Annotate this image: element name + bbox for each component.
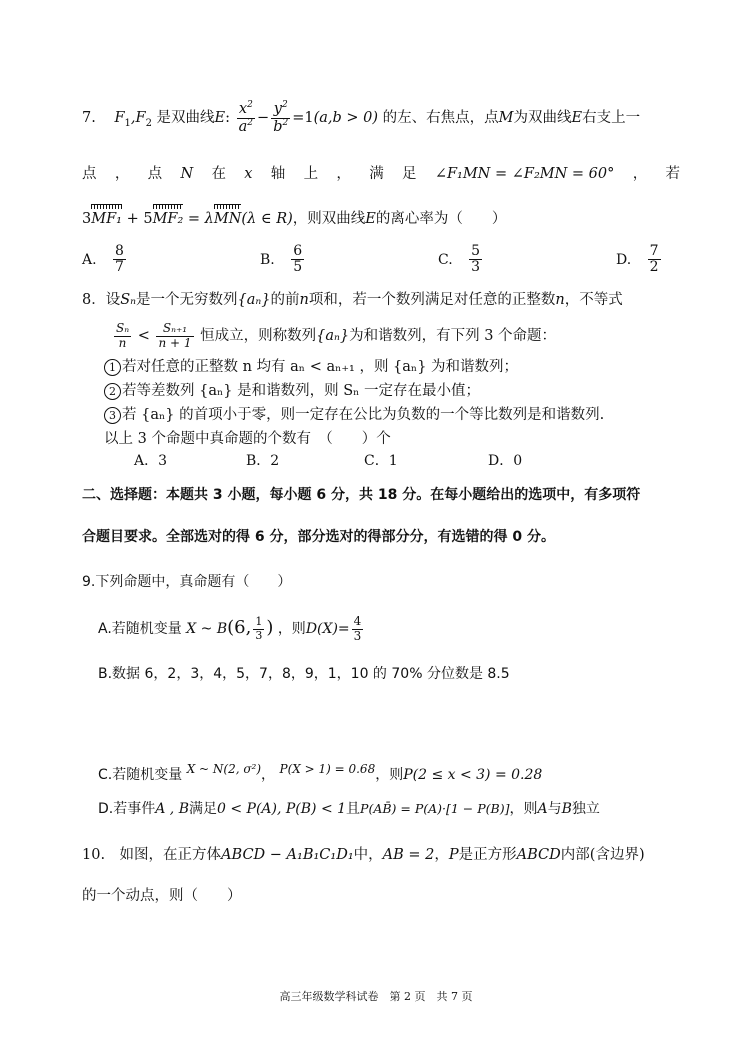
q8-n2: n xyxy=(555,292,565,308)
q10-b: 中， xyxy=(353,847,383,863)
q7-opt-c-frac xyxy=(469,244,482,276)
q7-opt-a-label: A. xyxy=(82,251,97,268)
q7-opt-d-den: 2 xyxy=(649,259,659,276)
q8-frac1 xyxy=(114,322,131,349)
q8-item-1-mark: 1 xyxy=(104,359,121,376)
q9-d-a: A xyxy=(537,801,548,817)
q8-frac2-num: Sₙ₊₁ xyxy=(156,322,193,336)
q7-l2-11: 若 xyxy=(665,166,680,182)
q7-l2-n: N xyxy=(180,166,194,182)
q9-a-result xyxy=(352,615,364,642)
q7-number: 7. xyxy=(82,110,96,126)
q10-c: ， xyxy=(434,847,449,863)
q9-a-d: D(X)= xyxy=(305,621,350,637)
q9-title: 9.下列命题中，真命题有（ ） xyxy=(82,574,292,590)
q7-option-a[interactable] xyxy=(82,244,128,276)
q7-l2-7: ， xyxy=(336,166,351,182)
q8-intro-a: 8．设 xyxy=(82,292,121,308)
q8-intro xyxy=(82,288,680,312)
section2-line2: 合题目要求。全部选对的得 6 分，部分选对的得部分分，有选错的得 0 分。 xyxy=(82,529,555,545)
q7-angle: ∠F₁MN = ∠F₂MN = 60° xyxy=(434,166,615,182)
q8-an: {aₙ} xyxy=(237,292,271,308)
q8-inequality xyxy=(112,316,680,356)
q8-item-3 xyxy=(104,404,680,426)
q7-f2-sub: 2 xyxy=(145,117,152,129)
q8-lt: < xyxy=(137,328,150,344)
q7-b: b xyxy=(273,118,283,135)
q7-opt-d-label: D. xyxy=(616,251,632,268)
q7-ask2: 的离心率为（ ） xyxy=(375,211,507,227)
q8-option-a[interactable]: A．3 xyxy=(134,453,168,469)
q8-frac1-den: n xyxy=(118,335,127,350)
q8-item-1-text: 若对任意的正整数 n 均有 aₙ < aₙ₊₁ ，则 {aₙ} 为和谐数列； xyxy=(122,359,519,375)
q7-text-d: 为双曲线 xyxy=(513,110,572,126)
q7-opt-b-den: 5 xyxy=(293,259,303,276)
q7-l2-x: x xyxy=(244,166,253,182)
q9-c-mid2: ，则 xyxy=(375,767,404,783)
q7-e2: E xyxy=(571,110,583,126)
q7-l2-2: ， xyxy=(114,166,130,182)
q8-option-c[interactable]: C．1 xyxy=(364,453,398,469)
q7-option-c[interactable] xyxy=(438,244,484,276)
q7-l2-6: 上 xyxy=(303,166,319,182)
q9-c-pre: C.若随机变量 xyxy=(98,767,183,783)
q7-l2-4: 在 xyxy=(211,166,226,182)
q7-y: y xyxy=(273,100,282,117)
page-footer: 高三年级数学科试卷 第 2 页 共 7 页 xyxy=(279,990,473,1003)
q8-option-d[interactable]: D．0 xyxy=(488,453,523,469)
q7-l2-1: 点 xyxy=(82,166,97,182)
q7-l2-3: 点 xyxy=(147,166,163,182)
q9-c-math: X ~ N(2, σ²) xyxy=(186,762,262,776)
q9-d-eq: P(AB̄) = P(A)·[1 − P(B)] xyxy=(360,801,510,816)
q7-text-c: 的左、右焦点，点 xyxy=(382,110,499,126)
q7-opt-d-num: 7 xyxy=(649,243,659,259)
q8-item-3-text: 若 {aₙ} 的首项小于零，则一定存在公比为负数的一个等比数列是和谐数列. xyxy=(122,407,605,423)
q7-vec-mf1: MF₁ xyxy=(91,206,122,232)
q9-c-p2: P(2 ≤ x < 3) = 0.28 xyxy=(403,767,543,783)
q7-f1-sub: 1 xyxy=(124,117,131,129)
q7-line1: 7. $F_1,F_2$ 是双曲线E: $\frac{x^2}{a^2}$ − $\frac{y^2}{b^2}$ =1(a,b > 0) 的左、右焦点，点M为双曲线E右支上一 xyxy=(82,99,641,135)
q8-n: n xyxy=(299,292,309,308)
q10-d: 是正方形 xyxy=(458,847,517,863)
q8-intro-e: ，不等式 xyxy=(564,292,623,308)
q10-cube: ABCD − A₁B₁C₁D₁ xyxy=(221,847,354,863)
q9-a-paren-r: ) xyxy=(266,617,274,638)
q8-option-b[interactable]: B．2 xyxy=(246,453,280,469)
q7-opt-c-label: C. xyxy=(438,251,453,268)
q7-colon: : xyxy=(225,110,231,126)
q8-item-2-mark: 2 xyxy=(104,383,121,400)
q8-item-2 xyxy=(104,380,680,402)
q7-vec-mn: MN xyxy=(214,206,242,232)
q7-f2: ,F xyxy=(130,110,146,126)
q9-a-paren-l: (6, xyxy=(227,617,252,638)
q8-frac2-den: n + 1 xyxy=(158,335,192,350)
q7-vec-mf2: MF₂ xyxy=(153,206,184,232)
q7-a: a xyxy=(238,118,248,135)
q8-an2: {aₙ} xyxy=(316,328,350,344)
q9-a-frac-num: 1 xyxy=(255,615,263,629)
q9-a-result-den: 3 xyxy=(353,628,362,643)
q8-intro-c: 的前 xyxy=(270,292,300,308)
q8-frac2 xyxy=(156,322,193,349)
q9-d-with: 与 xyxy=(547,801,562,817)
q9-a-pre: A.若随机变量 xyxy=(98,621,182,637)
q9-c-p1: P(X > 1) = 0.68 xyxy=(279,762,376,776)
q7-text-e: 右支上一 xyxy=(582,110,641,126)
section2-line1: 二、选择题：本题共 3 小题，每小题 6 分，共 18 分。在每小题给出的选项中，有多项符 xyxy=(82,487,641,503)
q8-frac1-num: Sₙ xyxy=(116,321,130,336)
q7-opt-b-label: B. xyxy=(260,251,275,268)
q9-option-d[interactable] xyxy=(98,796,680,822)
q8-ineq-after: 恒成立，则称数列 xyxy=(200,328,317,344)
q8-question-text: 以上 3 个命题中真命题的个数有 （ ）个 xyxy=(104,431,391,447)
q7-text-b: 是双曲线 xyxy=(156,110,215,126)
q9-option-a[interactable] xyxy=(98,608,680,648)
q8-item-2-text: 若等差数列 {aₙ} 是和谐数列，则 Sₙ 一定存在最小值； xyxy=(122,383,481,399)
q7-opt-d-frac xyxy=(648,244,661,276)
q7-opt-b-num: 6 xyxy=(293,243,303,259)
q9-d-and: 且 xyxy=(346,801,361,817)
q7-f1: F xyxy=(114,110,125,126)
q7-option-b[interactable] xyxy=(260,244,306,276)
q7-opt-a-den: 7 xyxy=(115,259,124,276)
q8-item-3-mark: 3 xyxy=(104,407,121,424)
q10-ab: AB = 2 xyxy=(382,847,435,863)
q7-l2-5: 轴 xyxy=(270,166,286,182)
q10-p: P xyxy=(448,847,459,863)
q9-option-b[interactable]: B.数据 6，2，3，4，5，7，8，9，1，10 的 70% 分位数是 8.5 xyxy=(98,666,510,682)
q9-d-ab: A , B xyxy=(155,801,189,817)
q9-a-result-num: 4 xyxy=(353,614,362,629)
q10-line2: 的一个动点，则（ ） xyxy=(82,888,242,904)
q9-d-pre: D.若事件 xyxy=(98,801,156,817)
q9-a-math: X ~ B xyxy=(186,621,228,637)
q7-x: x xyxy=(238,100,248,117)
q9-d-mid: 满足 xyxy=(188,801,217,817)
q7-l2-8: 满 xyxy=(369,166,384,182)
q7-option-d[interactable] xyxy=(616,244,663,276)
q9-a-mid: ，则 xyxy=(277,621,306,637)
q9-d-end: ，则 xyxy=(509,801,538,817)
q7-vec-cond: (λ ∈ R) xyxy=(241,211,293,227)
q10-a: 10. 如图，在正方体 xyxy=(82,847,222,863)
q7-opt-c-den: 3 xyxy=(471,259,481,276)
q7-vec-plus: + 5 xyxy=(121,211,153,227)
q7-line2 xyxy=(82,162,680,186)
q7-frac-y: $\frac{y^2}{b^2}$ xyxy=(273,99,289,135)
q7-e3: E xyxy=(365,211,376,227)
q7-l2-10: ， xyxy=(632,166,648,182)
q9-option-c[interactable] xyxy=(98,756,680,782)
q7-line3 xyxy=(82,206,680,232)
q8-sn: Sₙ xyxy=(120,292,137,308)
q8-intro-b: 是一个无穷数列 xyxy=(136,292,238,308)
q9-a-frac-den: 3 xyxy=(255,628,263,642)
q7-opt-a-num: 8 xyxy=(115,243,124,259)
q7-cond: (a,b > 0) xyxy=(313,110,379,126)
q7-ask: ，则双曲线 xyxy=(292,211,366,227)
q10-line1 xyxy=(82,842,680,868)
q7-vec-eq: = λ xyxy=(183,211,214,227)
q7-opt-c-num: 5 xyxy=(471,243,481,259)
q7-e: E xyxy=(214,110,226,126)
q7-opt-b-frac xyxy=(291,244,304,276)
q7-l2-9: 足 xyxy=(402,166,417,182)
q7-frac-x: $\frac{x^2}{a^2}$ xyxy=(238,99,254,135)
q9-d-ind: 独立 xyxy=(571,801,600,817)
q7-eq1: =1 xyxy=(292,110,314,126)
q7-vec-pre: 3 xyxy=(82,211,92,227)
q7-m: M xyxy=(498,110,514,126)
q9-d-cond: 0 < P(A), P(B) < 1 xyxy=(216,801,347,817)
q9-d-b: B xyxy=(561,801,572,817)
q9-a-frac xyxy=(253,616,264,641)
q9-c-mid: ， xyxy=(261,767,276,783)
q8-item-1 xyxy=(104,356,680,378)
q8-question xyxy=(104,428,680,450)
q8-ineq-after2: 为和谐数列，有下列 3 个命题： xyxy=(349,328,557,344)
q10-e: 内部(含边界) xyxy=(560,847,645,863)
q8-intro-d: 项和，若一个数列满足对任意的正整数 xyxy=(308,292,556,308)
q10-sq: ABCD xyxy=(516,847,561,863)
q7-opt-a-frac xyxy=(113,244,126,276)
